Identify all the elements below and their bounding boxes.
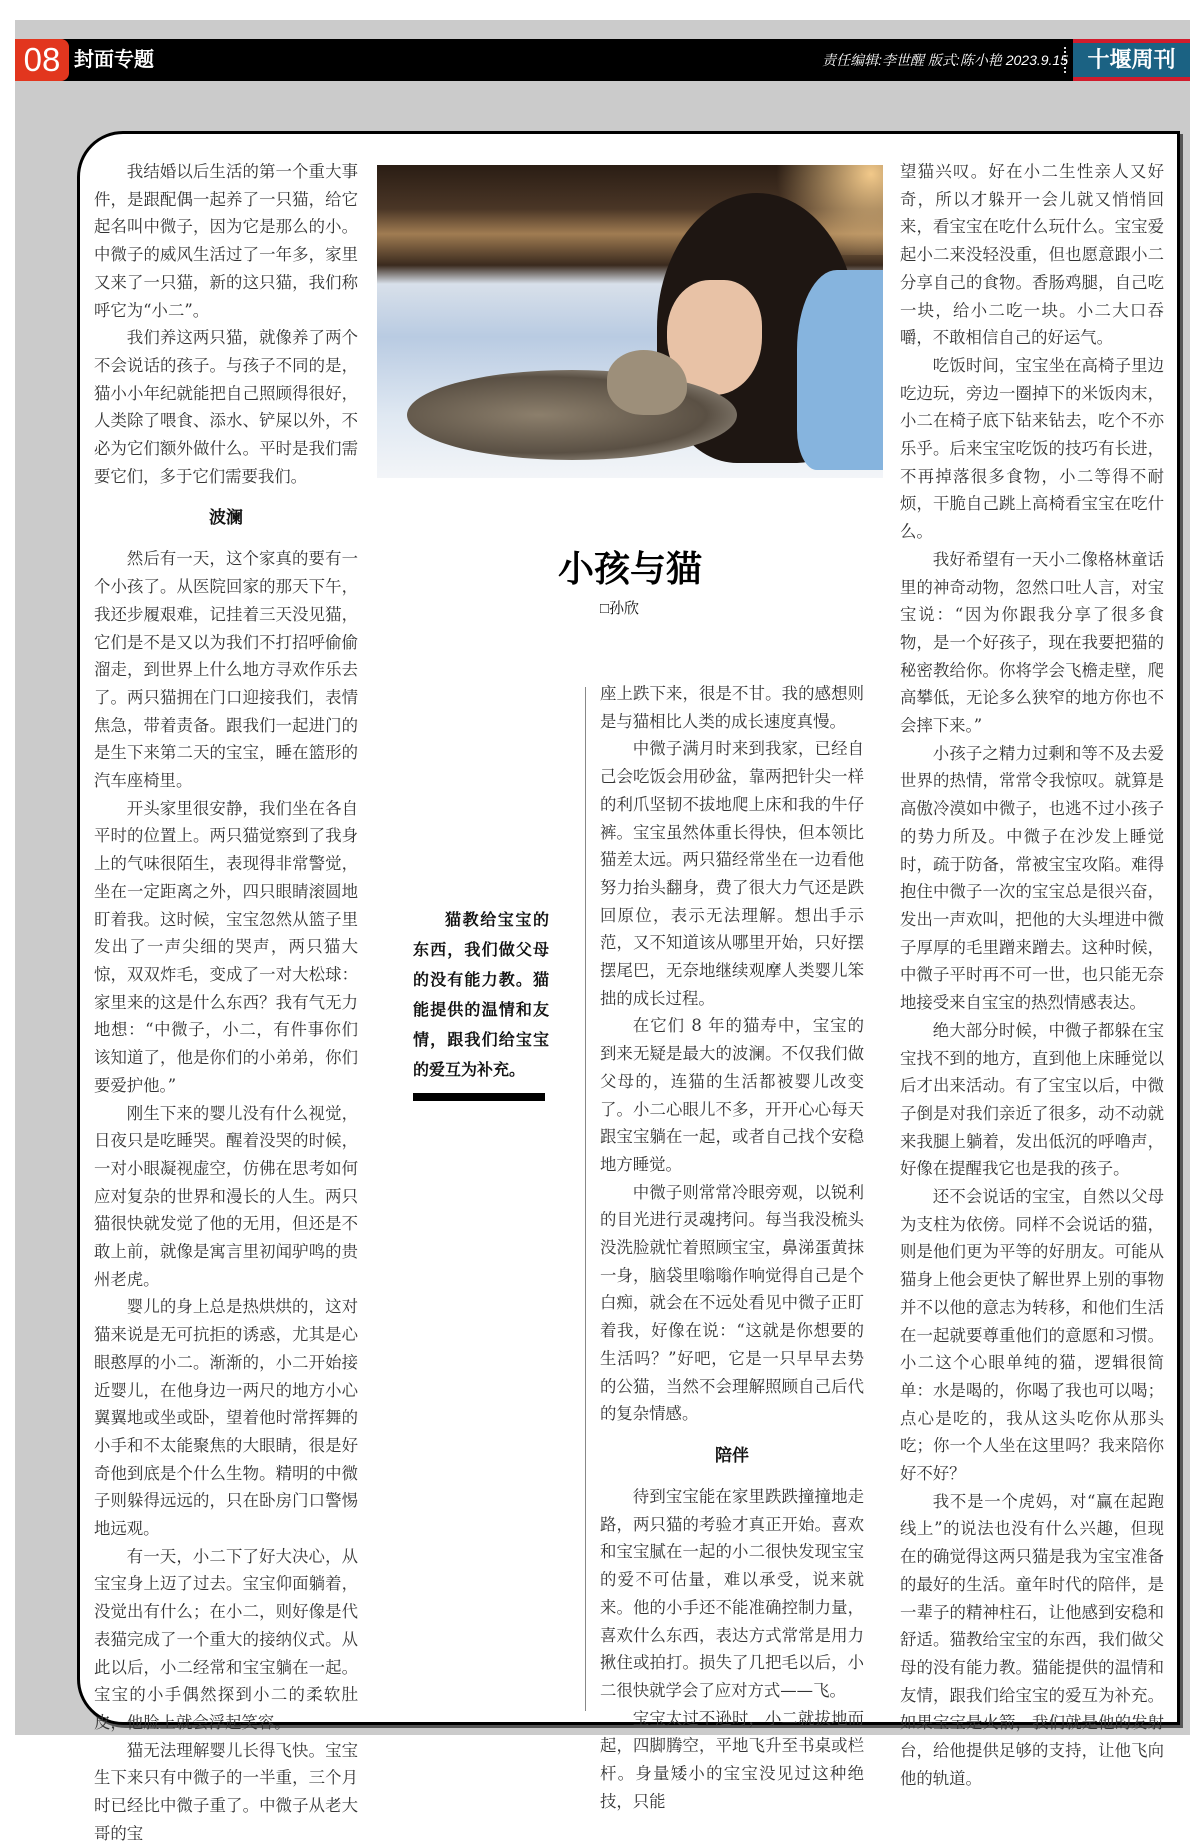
- pull-quote-box: [413, 905, 549, 1101]
- paragraph: 猫无法理解婴儿长得飞快。宝宝生下来只有中微子的一半重，三个月时已经比中微子重了。中微子从老大哥的宝: [94, 1740, 358, 1843]
- paragraph: 然后有一天，这个家真的要有一个小孩了。从医院回家的那天下午，我还步履艰难，记挂着三天没见猫，它们是不是又以为我们不打招呼偷偷溜走，到世界上什么地方寻欢作乐去了。两只猫拥在门口迎接我们，表情焦急，带着责备。跟我们一起进门的是生下来第二天的宝宝，睡在篮形的汽车座椅里。: [94, 549, 358, 791]
- paragraph: 座上跌下来，很是不甘。我的感想则是与猫相比人类的成长速度真慢。: [600, 684, 864, 731]
- paragraph: 宝宝太过不逊时，小二就拔地而起，四脚腾空，平地飞升至书桌或栏杆。身量矮小的宝宝没见过这种绝技，只能: [600, 1708, 864, 1811]
- pull-quote: 猫教给宝宝的东西，我们做父母的没有能力教。猫能提供的温情和友情，跟我们给宝宝的爱互为补充。: [413, 910, 549, 1079]
- page-number: 08: [15, 39, 69, 81]
- paragraph: 在它们 8 年的猫寿中，宝宝的到来无疑是最大的波澜。不仅我们做父母的，连猫的生活都被婴儿改变了。小二心眼儿不多，开开心心每天跟宝宝躺在一起，或者自己找个安稳地方睡觉。: [600, 1016, 864, 1174]
- article-column-2: [600, 680, 864, 1815]
- column-rule: [585, 687, 586, 1711]
- paragraph: 中微子满月时来到我家，已经自己会吃饭会用砂盆，靠两把针尖一样的利爪坚韧不拔地爬上床和我的牛仔裤。宝宝虽然体重长得快，但本领比猫差太远。两只猫经常坐在一边看他努力抬头翻身，费了很大力气还是跌回原位，表示无法理解。想出手示范，又不知道该从哪里开始，只好摆摆尾巴，无奈地继续观摩人类婴儿笨拙的成长过程。: [600, 739, 864, 1008]
- paragraph: 我好希望有一天小二像格林童话里的神奇动物，忽然口吐人言，对宝宝说：“因为你跟我分享了很多食物，是一个好孩子，现在我要把猫的秘密教给你。你将学会飞檐走壁，爬高攀低，无论多么狭窄的地方你也不会摔下来。”: [900, 549, 1164, 736]
- photo-kitten-body: [407, 370, 737, 460]
- paragraph: 刚生下来的婴儿没有什么视觉，日夜只是吃睡哭。醒着没哭的时候，一对小眼凝视虚空，仿佛在思考如何应对复杂的世界和漫长的人生。两只猫很快就发觉了他的无用，但还是不敢上前，就像是寓言里初闻驴鸣的贵州老虎。: [94, 1103, 358, 1289]
- girl-with-kitten-photo: [377, 165, 883, 478]
- masthead-logo: 十堰周刊: [1073, 39, 1190, 81]
- paragraph: 我结婚以后生活的第一个重大事件，是跟配偶一起养了一只猫，给它起名叫中微子，因为它是那么的小。中微子的威风生活过了一年多，家里又来了一只猫，新的这只猫，我们称呼它为“小二”。: [94, 162, 358, 320]
- paragraph: 小孩子之精力过剩和等不及去爱世界的热情，常常令我惊叹。就算是高傲冷漠如中微子，也逃不过小孩子的势力所及。中微子在沙发上睡觉时，疏于防备，常被宝宝攻陷。难得抱住中微子一次的宝宝总是很兴奋，发出一声欢叫，把他的大头埋进中微子厚厚的毛里蹭来蹭去。这种时候，中微子平时再不可一世，也只能无奈地接受来自宝宝的热烈情感表达。: [900, 743, 1164, 1013]
- photo-girl-shirt: [797, 270, 883, 470]
- editor-credits: 责任编辑:李世醒 版式:陈小艳 2023.9.15: [822, 52, 1068, 68]
- article-title: 小孩与猫: [557, 548, 702, 590]
- pull-quote-bar: [413, 1093, 545, 1101]
- article-column-1: [94, 158, 358, 1847]
- section-title: 封面专题: [74, 49, 154, 71]
- paragraph: 有一天，小二下了好大决心，从宝宝身上迈了过去。宝宝仰面躺着，没觉出有什么；在小二，则好像是代表猫完成了一个重大的接纳仪式。从此以后，小二经常和宝宝躺在一起。宝宝的小手偶然探到小二的柔软肚皮，他脸上就会浮起笑容。: [94, 1546, 358, 1732]
- paragraph: 婴儿的身上总是热烘烘的，这对猫来说是无可抗拒的诱惑，尤其是心眼憨厚的小二。渐渐的，小二开始接近婴儿，在他身边一两尺的地方小心翼翼地或坐或卧，望着他时常挥舞的小手和不太能聚焦的大眼睛，很是好奇他到底是个什么生物。精明的中微子则躲得远远的，只在卧房门口警惕地远观。: [94, 1297, 358, 1539]
- paragraph: 绝大部分时候，中微子都躲在宝宝找不到的地方，直到他上床睡觉以后才出来活动。有了宝宝以后，中微子倒是对我们亲近了很多，动不动就来我腿上躺着，发出低沉的呼噜声，好像在提醒我它也是我的孩子。: [900, 1020, 1164, 1179]
- paragraph: 望猫兴叹。好在小二生性亲人又好奇，所以才躲开一会儿就又悄悄回来，看宝宝在吃什么玩什么。宝宝爱起小二来没轻没重，但也愿意跟小二分享自己的食物。香肠鸡腿，自己吃一块，给小二吃一块。小二大口吞嚼，不敢相信自己的好运气。: [900, 162, 1164, 348]
- subheading: 波澜: [209, 508, 243, 528]
- article-column-3: [900, 158, 1164, 1792]
- paragraph: 开头家里很安静，我们坐在各自平时的位置上。两只猫觉察到了我身上的气味很陌生，表现得非常警觉，坐在一定距离之外，四只眼睛滚圆地盯着我。这时候，宝宝忽然从篮子里发出了一声尖细的哭声，两只猫大惊，双双炸毛，变成了一对大松球：家里来的这是什么东西？我有气无力地想：“中微子，小二，有件事你们该知道了，他是你们的小弟弟，你们要爱护他。”: [94, 798, 358, 1095]
- divider: [1064, 47, 1066, 73]
- paragraph: 我不是一个虎妈，对“赢在起跑线上”的说法也没有什么兴趣，但现在的确觉得这两只猫是我为宝宝准备的最好的生活。童年时代的陪伴，是一辈子的精神柱石，让他感到安稳和舒适。猫教给宝宝的东西，我们做父母的没有能力教。猫能提供的温情和友情，跟我们给宝宝的爱互为补充。如果宝宝是火箭，我们就是他的发射台，给他提供足够的支持，让他飞向他的轨道。: [900, 1491, 1164, 1788]
- paragraph: 中微子则常常冷眼旁观，以锐利的目光进行灵魂拷问。每当我没梳头没洗脸就忙着照顾宝宝，鼻涕蛋黄抹一身，脑袋里嗡嗡作响觉得自己是个白痴，就会在不远处看见中微子正盯着我，好像在说：“这就是你想要的生活吗？”好吧，它是一只早早去势的公猫，当然不会理解照顾自己后代的复杂情感。: [600, 1182, 864, 1424]
- subheading: 陪伴: [715, 1445, 749, 1465]
- paragraph: 待到宝宝能在家里跌跌撞撞地走路，两只猫的考验才真正开始。喜欢和宝宝腻在一起的小二很快发现宝宝的爱不可估量，难以承受，说来就来。他的小手还不能准确控制力量，喜欢什么东西，表达方式常常是用力揪住或拍打。损失了几把毛以后，小二很快就学会了应对方式——飞。: [600, 1486, 864, 1700]
- author-byline: □孙欣: [600, 600, 640, 617]
- paragraph: 我们养这两只猫，就像养了两个不会说话的孩子。与孩子不同的是，猫小小年纪就能把自己照顾得很好，人类除了喂食、添水、铲屎以外，不必为它们额外做什么。平时是我们需要它们，多于它们需要我们。: [94, 328, 358, 486]
- paragraph: 还不会说话的宝宝，自然以父母为支柱为依傍。同样不会说话的猫，则是他们更为平等的好朋友。可能从猫身上他会更快了解世界上别的事物并不以他的意志为转移，和他们生活在一起就要尊重他们的意愿和习惯。小二这个心眼单纯的猫，逻辑很简单：水是喝的，你喝了我也可以喝；点心是吃的，我从这头吃你从那头吃；你一个人坐在这里吗？我来陪你好不好？: [900, 1187, 1164, 1484]
- paragraph: 吃饭时间，宝宝坐在高椅子里边吃边玩，旁边一圈掉下的米饭肉末，小二在椅子底下钻来钻去，吃个不亦乐乎。后来宝宝吃饭的技巧有长进，不再掉落很多食物，小二等得不耐烦，干脆自己跳上高椅看宝宝在吃什么。: [900, 355, 1164, 542]
